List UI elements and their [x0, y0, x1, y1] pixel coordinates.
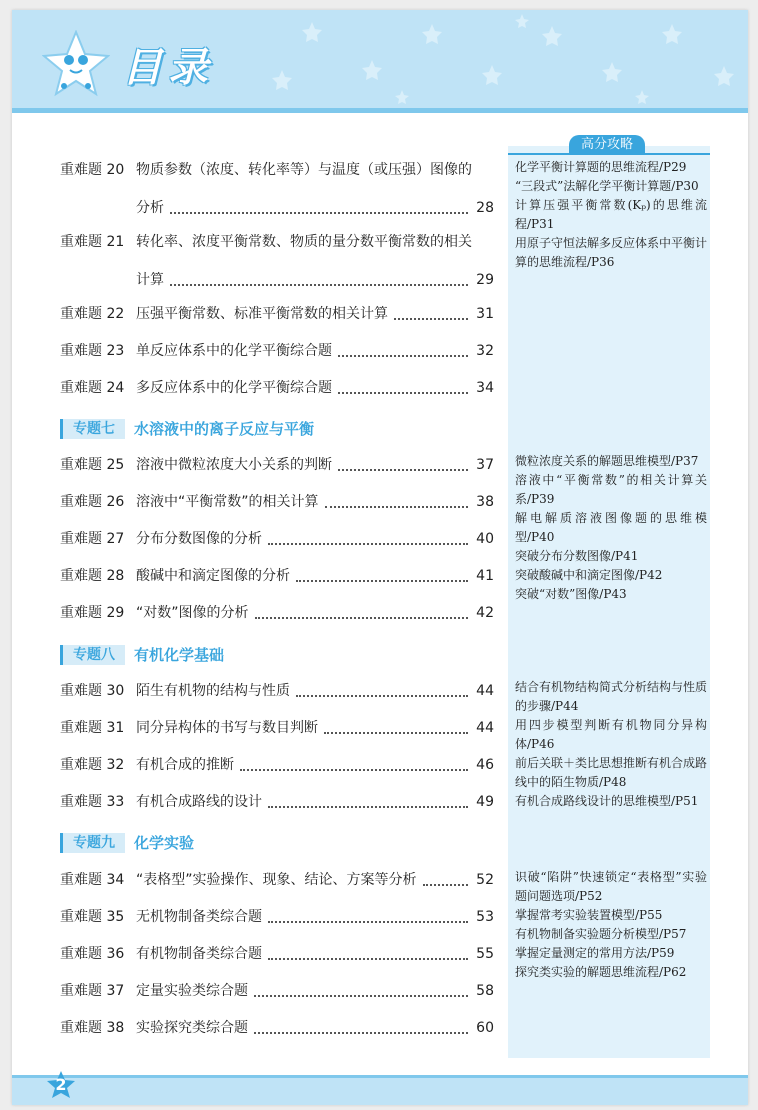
entry-code: 重难题 22	[60, 306, 125, 322]
entry-title: 单反应体系中的化学平衡综合题	[136, 343, 332, 359]
entry-title: 压强平衡常数、标准平衡常数的相关计算	[136, 306, 388, 322]
entry-code: 重难题 24	[60, 380, 125, 396]
entry-page-number: 28	[476, 200, 494, 216]
section-name: 水溶液中的离子反应与平衡	[134, 420, 315, 438]
leader-dots	[268, 523, 468, 545]
entry-title: “对数”图像的分析	[136, 605, 249, 621]
tips-heading-rule	[508, 153, 710, 155]
leader-dots	[255, 597, 468, 619]
tip-item[interactable]: 突破酸碱中和滴定图像/P42	[515, 568, 663, 582]
entry-title: 有机物制备类综合题	[136, 946, 262, 962]
tip-item[interactable]: 计算压强平衡常数(Kₚ)的思维流程/P31	[515, 198, 707, 231]
tip-item[interactable]: 结合有机物结构简式分析结构与性质的步骤/P44	[515, 680, 708, 713]
entry-code: 重难题 29	[60, 605, 125, 621]
section-tag: 专题九	[60, 833, 125, 853]
tips-heading: 高分攻略	[569, 135, 645, 155]
tip-item[interactable]: 微粒浓度关系的解题思维模型/P37	[515, 454, 699, 468]
leader-dots	[394, 298, 468, 320]
entry-title: “表格型”实验操作、现象、结论、方案等分析	[136, 872, 417, 888]
entry-page-number: 40	[476, 531, 494, 547]
leader-dots	[423, 864, 468, 886]
leader-dots	[240, 749, 468, 771]
entry-page-number: 37	[476, 457, 494, 473]
entry-title-line2: 计算	[136, 272, 164, 288]
entry-page-number: 44	[476, 720, 494, 736]
tip-item[interactable]: 溶液中“平衡常数”的相关计算关系/P39	[515, 473, 707, 506]
leader-dots	[338, 335, 468, 357]
entry-code: 重难题 36	[60, 946, 125, 962]
section-name: 化学实验	[134, 834, 195, 852]
tip-group	[515, 452, 707, 604]
entry-page-number: 42	[476, 605, 494, 621]
entry-page-number: 41	[476, 568, 494, 584]
entry-title: 物质参数（浓度、转化率等）与温度（或压强）图像的	[136, 162, 472, 178]
leader-dots	[254, 975, 468, 997]
entry-title: 酸碱中和滴定图像的分析	[136, 568, 290, 584]
entry-code: 重难题 20	[60, 162, 125, 178]
leader-dots	[338, 449, 468, 471]
tip-item[interactable]: 掌握定量测定的常用方法/P59	[515, 946, 675, 960]
entry-code: 重难题 27	[60, 531, 125, 547]
leader-dots	[254, 1012, 468, 1034]
tip-item[interactable]: 解电解质溶液图像题的思维模型/P40	[515, 511, 707, 544]
leader-dots	[170, 264, 468, 286]
entry-code: 重难题 34	[60, 872, 125, 888]
entry-title: 分布分数图像的分析	[136, 531, 262, 547]
tip-item[interactable]: “三段式”法解化学平衡计算题/P30	[515, 179, 699, 193]
leader-dots	[338, 372, 468, 394]
entry-title: 转化率、浓度平衡常数、物质的量分数平衡常数的相关	[136, 234, 472, 250]
entry-title: 溶液中“平衡常数”的相关计算	[136, 494, 319, 510]
leader-dots	[268, 938, 468, 960]
entry-page-number: 60	[476, 1020, 494, 1036]
entry-title: 陌生有机物的结构与性质	[136, 683, 290, 699]
tip-item[interactable]: 有机合成路线设计的思维模型/P51	[515, 794, 699, 808]
page	[12, 10, 748, 1105]
section-name: 有机化学基础	[134, 646, 225, 664]
tip-group	[515, 678, 707, 811]
entry-code: 重难题 33	[60, 794, 125, 810]
page-title: 目录	[122, 45, 214, 91]
star-mascot-icon	[42, 30, 110, 102]
entry-code: 重难题 28	[60, 568, 125, 584]
section-tag: 专题七	[60, 419, 125, 439]
leader-dots	[296, 675, 468, 697]
entry-code: 重难题 30	[60, 683, 125, 699]
footer-band	[12, 1078, 748, 1105]
entry-code: 重难题 26	[60, 494, 125, 510]
tip-item[interactable]: 掌握常考实验装置模型/P55	[515, 908, 663, 922]
tip-group	[515, 158, 707, 272]
tip-item[interactable]: 化学平衡计算题的思维流程/P29	[515, 160, 687, 174]
entry-code: 重难题 21	[60, 234, 125, 250]
entry-code: 重难题 38	[60, 1020, 125, 1036]
entry-page-number: 49	[476, 794, 494, 810]
entry-page-number: 46	[476, 757, 494, 773]
entry-page-number: 53	[476, 909, 494, 925]
entry-page-number: 29	[476, 272, 494, 288]
tip-item[interactable]: 识破“陷阱”快速锁定“表格型”实验题问题选项/P52	[515, 870, 707, 903]
header-rule	[12, 108, 748, 113]
entry-title: 有机合成路线的设计	[136, 794, 262, 810]
tip-item[interactable]: 突破“对数”图像/P43	[515, 587, 627, 601]
entry-code: 重难题 23	[60, 343, 125, 359]
entry-title: 实验探究类综合题	[136, 1020, 248, 1036]
tip-item[interactable]: 有机物制备实验题分析模型/P57	[515, 927, 687, 941]
entry-title: 无机物制备类综合题	[136, 909, 262, 925]
entry-page-number: 55	[476, 946, 494, 962]
entry-title: 有机合成的推断	[136, 757, 234, 773]
tip-item[interactable]: 前后关联＋类比思想推断有机合成路线中的陌生物质/P48	[515, 756, 708, 789]
tip-group	[515, 868, 707, 982]
tip-item[interactable]: 用原子守恒法解多反应体系中平衡计算的思维流程/P36	[515, 236, 708, 269]
leader-dots	[325, 486, 468, 508]
entry-page-number: 52	[476, 872, 494, 888]
section-tag: 专题八	[60, 645, 125, 665]
leader-dots	[268, 786, 468, 808]
tip-item[interactable]: 突破分布分数图像/P41	[515, 549, 639, 563]
entry-page-number: 34	[476, 380, 494, 396]
entry-title: 定量实验类综合题	[136, 983, 248, 999]
entry-page-number: 38	[476, 494, 494, 510]
entry-code: 重难题 25	[60, 457, 125, 473]
header-banner	[12, 10, 748, 108]
entry-code: 重难题 35	[60, 909, 125, 925]
leader-dots	[324, 712, 468, 734]
entry-page-number: 32	[476, 343, 494, 359]
entry-code: 重难题 31	[60, 720, 125, 736]
tip-item[interactable]: 探究类实验的解题思维流程/P62	[515, 965, 687, 979]
leader-dots	[170, 192, 468, 214]
entry-page-number: 31	[476, 306, 494, 322]
entry-code: 重难题 32	[60, 757, 125, 773]
entry-title: 多反应体系中的化学平衡综合题	[136, 380, 332, 396]
page-number-badge	[46, 1070, 76, 1104]
entry-page-number: 44	[476, 683, 494, 699]
entry-title: 同分异构体的书写与数目判断	[136, 720, 318, 736]
tip-item[interactable]: 用四步模型判断有机物同分异构体/P46	[515, 718, 707, 751]
leader-dots	[296, 560, 468, 582]
page-number: 2	[55, 1075, 67, 1094]
entry-title-line2: 分析	[136, 200, 164, 216]
leader-dots	[268, 901, 468, 923]
entry-page-number: 58	[476, 983, 494, 999]
entry-title: 溶液中微粒浓度大小关系的判断	[136, 457, 332, 473]
entry-code: 重难题 37	[60, 983, 125, 999]
